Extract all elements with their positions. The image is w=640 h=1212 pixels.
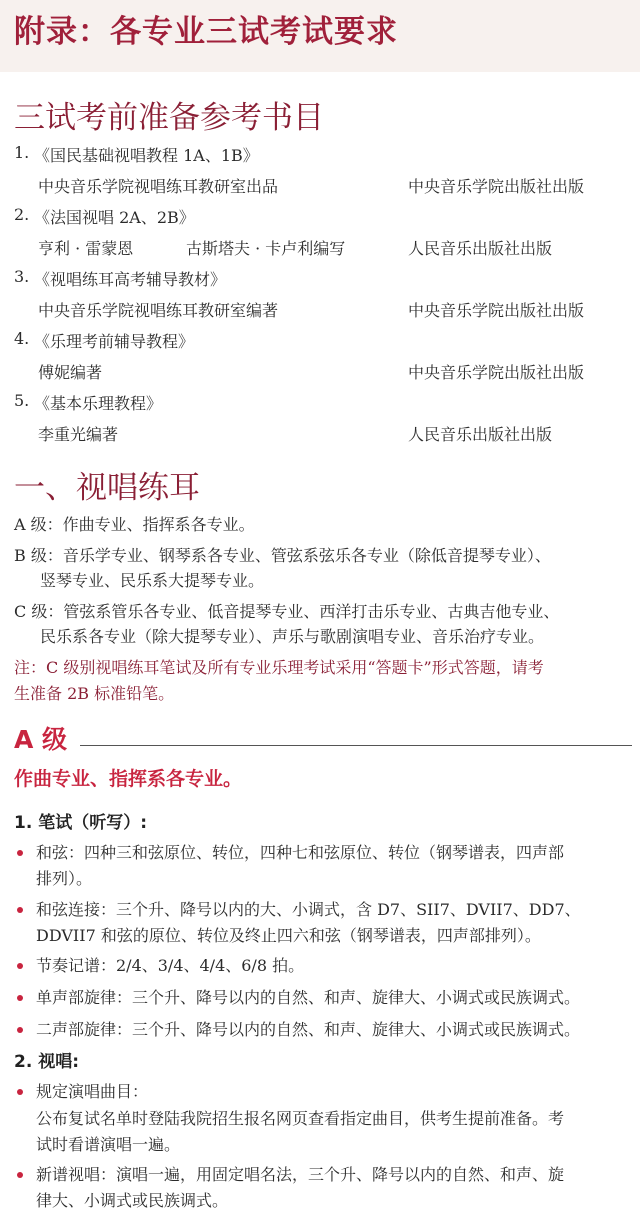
written-exam-heading: 1. 笔试（听写）: [14, 813, 148, 833]
book-title: 《乐理考前辅导教程》 [34, 332, 195, 351]
book-number: 2. [14, 205, 30, 224]
book-title: 《法国视唱 2A、2B》 [34, 208, 195, 227]
sight-singing-heading: 2. 视唱: [14, 1052, 80, 1072]
book-number: 5. [14, 391, 30, 410]
book-number: 4. [14, 329, 30, 348]
written-item-two-part: 二声部旋律：三个升、降号以内的自然、和声、旋律大、小调式或民族调式。 [36, 1020, 581, 1039]
bullet-icon [17, 995, 23, 1001]
book-publisher: 中央音乐学院出版社出版 [408, 177, 585, 196]
sight-singing-required: 规定演唱曲目： [36, 1082, 149, 1101]
bullet-icon [17, 1172, 23, 1178]
written-item-progression-cont: DDVII7 和弦的原位、转位及终止四六和弦（钢琴谱表，四声部排列）。 [36, 926, 541, 945]
written-item-chords-cont: 排列）。 [36, 869, 93, 888]
book-publisher: 人民音乐出版社出版 [408, 425, 553, 444]
sight-singing-required-cont2: 试时看谱演唱一遍。 [36, 1135, 181, 1154]
sight-singing-new: 新谱视唱：演唱一遍，用固定唱名法，三个升、降号以内的自然、和声、旋 [36, 1165, 565, 1184]
sight-singing-new-cont: 律大、小调式或民族调式。 [36, 1191, 229, 1210]
book-publisher: 中央音乐学院出版社出版 [408, 363, 585, 382]
exam-note-cont: 生准备 2B 标准铅笔。 [14, 684, 175, 703]
written-item-rhythm: 节奏记谱：2/4、3/4、4/4、6/8 拍。 [36, 956, 305, 975]
bullet-icon [17, 1089, 23, 1095]
section-heading-sight-singing: 一、视唱练耳 [14, 470, 200, 506]
level-c-description-cont: 民乐系各专业（除大提琴专业）、声乐与歌剧演唱专业、音乐治疗专业。 [40, 627, 545, 646]
written-item-progression: 和弦连接：三个升、降号以内的大、小调式，含 D7、SII7、DVII7、DD7、 [36, 900, 581, 919]
book-title: 《基本乐理教程》 [34, 394, 163, 413]
book-number: 3. [14, 267, 30, 286]
level-a-description: A 级：作曲专业、指挥系各专业。 [14, 515, 255, 534]
level-b-description: B 级：音乐学专业、钢琴系各专业、管弦系弦乐各专业（除低音提琴专业）、 [14, 546, 551, 565]
book-publisher: 中央音乐学院出版社出版 [408, 301, 585, 320]
level-a-subtitle: 作曲专业、指挥系各专业。 [14, 768, 243, 790]
level-b-description-cont: 竖琴专业、民乐系大提琴专业。 [40, 571, 265, 590]
bullet-icon [17, 907, 23, 913]
bullet-icon [17, 850, 23, 856]
book-author: 中央音乐学院视唱练耳教研室出品 [38, 177, 279, 196]
page-title: 附录：各专业三试考试要求 [14, 14, 398, 50]
book-title: 《国民基础视唱教程 1A、1B》 [34, 146, 259, 165]
bullet-icon [17, 1027, 23, 1033]
level-a-label: A 级 [14, 725, 68, 754]
book-publisher: 人民音乐出版社出版 [408, 239, 553, 258]
book-title: 《视唱练耳高考辅导教材》 [34, 270, 227, 289]
book-author: 李重光编著 [38, 425, 119, 444]
exam-note: 注：C 级别视唱练耳笔试及所有专业乐理考试采用“答题卡”形式答题，请考 [14, 658, 544, 677]
written-item-monophonic: 单声部旋律：三个升、降号以内的自然、和声、旋律大、小调式或民族调式。 [36, 988, 581, 1007]
books-heading: 三试考前准备参考书目 [14, 100, 324, 136]
book-author: 中央音乐学院视唱练耳教研室编著 [38, 301, 279, 320]
sight-singing-required-cont: 公布复试名单时登陆我院招生报名网页查看指定曲目，供考生提前准备。考 [36, 1109, 565, 1128]
book-author: 亨利 · 雷蒙恩 [38, 239, 134, 258]
written-item-chords: 和弦：四种三和弦原位、转位，四种七和弦原位、转位（钢琴谱表，四声部 [36, 843, 565, 862]
level-c-description: C 级：管弦系管乐各专业、低音提琴专业、西洋打击乐专业、古典吉他专业、 [14, 602, 560, 621]
level-a-divider [80, 745, 632, 746]
book-author-2: 古斯塔夫 · 卡卢利编写 [186, 239, 346, 258]
book-author: 傅妮编著 [38, 363, 103, 382]
bullet-icon [17, 963, 23, 969]
book-number: 1. [14, 143, 30, 162]
